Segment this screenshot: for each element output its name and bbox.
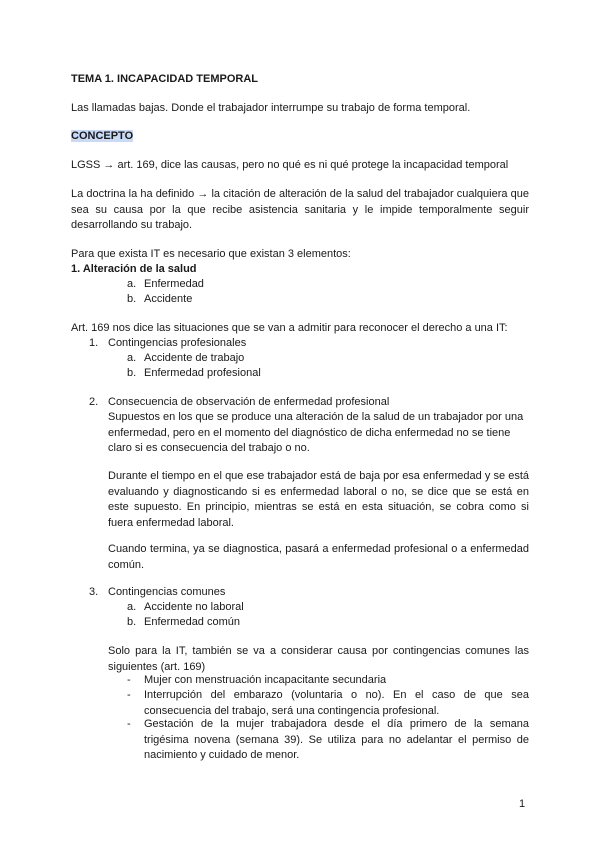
para-que-paragraph: Para que exista IT es necesario que existan 3 elementos: (71, 248, 351, 260)
list-item: Contingencias comunes (108, 586, 226, 598)
item2-paragraph-2: Durante el tiempo en el que ese trabajador está de baja por esa enfermedad y se está evaluando y diagnosticando si es enfermedad laboral o no, se dice que se está en este supuesto. En principio, mientras se está en esta situación, se cobra como si fuera enfermedad laboral. (108, 470, 529, 529)
item2-paragraph-3: Cuando termina, ya se diagnostica, pasará a enfermedad profesional o a enfermedad común. (108, 543, 529, 571)
list-marker: 1. (89, 337, 99, 349)
list-item: Contingencias profesionales (108, 337, 247, 349)
list-marker: - (127, 718, 131, 730)
intro-paragraph: Las llamadas bajas. Donde el trabajador interrumpe su trabajo de forma temporal. (71, 102, 471, 114)
list-item: Accidente de trabajo (144, 352, 245, 364)
page-number: 1 (519, 798, 526, 810)
list-item: Enfermedad profesional (144, 367, 261, 379)
list-marker: b. (127, 293, 137, 305)
list-item: Interrupción del embarazo (voluntaria o no). En el caso de que sea consecuencia del trabajo, será una contingencia profesional. (144, 689, 529, 717)
list-item: Consecuencia de observación de enfermedad profesional (108, 396, 390, 408)
element-heading: 1. Alteración de la salud (71, 263, 197, 275)
list-marker: b. (127, 616, 137, 628)
list-marker: - (127, 689, 131, 701)
list-item: Accidente no laboral (144, 601, 244, 613)
item3-paragraph: Solo para la IT, también se va a considerar causa por contingencias comunes las siguientes (art. 169) (108, 645, 529, 673)
list-item: Gestación de la mujer trabajadora desde el día primero de la semana trigésima novena (semana 39). Se utiliza para no adelantar el permiso de nacimiento y cuidado de menor. (144, 718, 529, 762)
list-marker: b. (127, 367, 137, 379)
list-marker: a. (127, 278, 137, 290)
section-heading-highlight: CONCEPTO (71, 130, 134, 142)
section-heading (71, 129, 133, 145)
list-item: Enfermedad común (144, 616, 240, 628)
list-marker: a. (127, 601, 137, 613)
lgss-paragraph: LGSS → art. 169, dice las causas, pero no qué es ni qué protege la incapacidad temporal (71, 159, 509, 171)
list-item: Mujer con menstruación incapacitante secundaria (144, 674, 387, 686)
item2-paragraph-1: Supuestos en los que se produce una alteración de la salud de un trabajador por una enfermedad, pero en el momento del diagnóstico de dicha enfermedad no se tiene claro si es consecuencia del trabajo o no. (108, 411, 524, 455)
list-marker: 3. (89, 586, 99, 598)
list-marker: 2. (89, 396, 99, 408)
list-item: Enfermedad (144, 278, 204, 290)
doc-title: TEMA 1. INCAPACIDAD TEMPORAL (71, 73, 258, 85)
list-marker: - (127, 674, 131, 686)
art169-paragraph: Art. 169 nos dice las situaciones que se van a admitir para reconocer el derecho a una IT: (71, 322, 508, 334)
list-item: Accidente (144, 293, 193, 305)
doctrina-paragraph: La doctrina la ha definido → la citación de alteración de la salud del trabajador cualquiera que sea su causa por la que recibe asistencia sanitaria y le impide temporalmente seguir desarrollando su trabajo. (71, 188, 529, 232)
list-marker: a. (127, 352, 137, 364)
